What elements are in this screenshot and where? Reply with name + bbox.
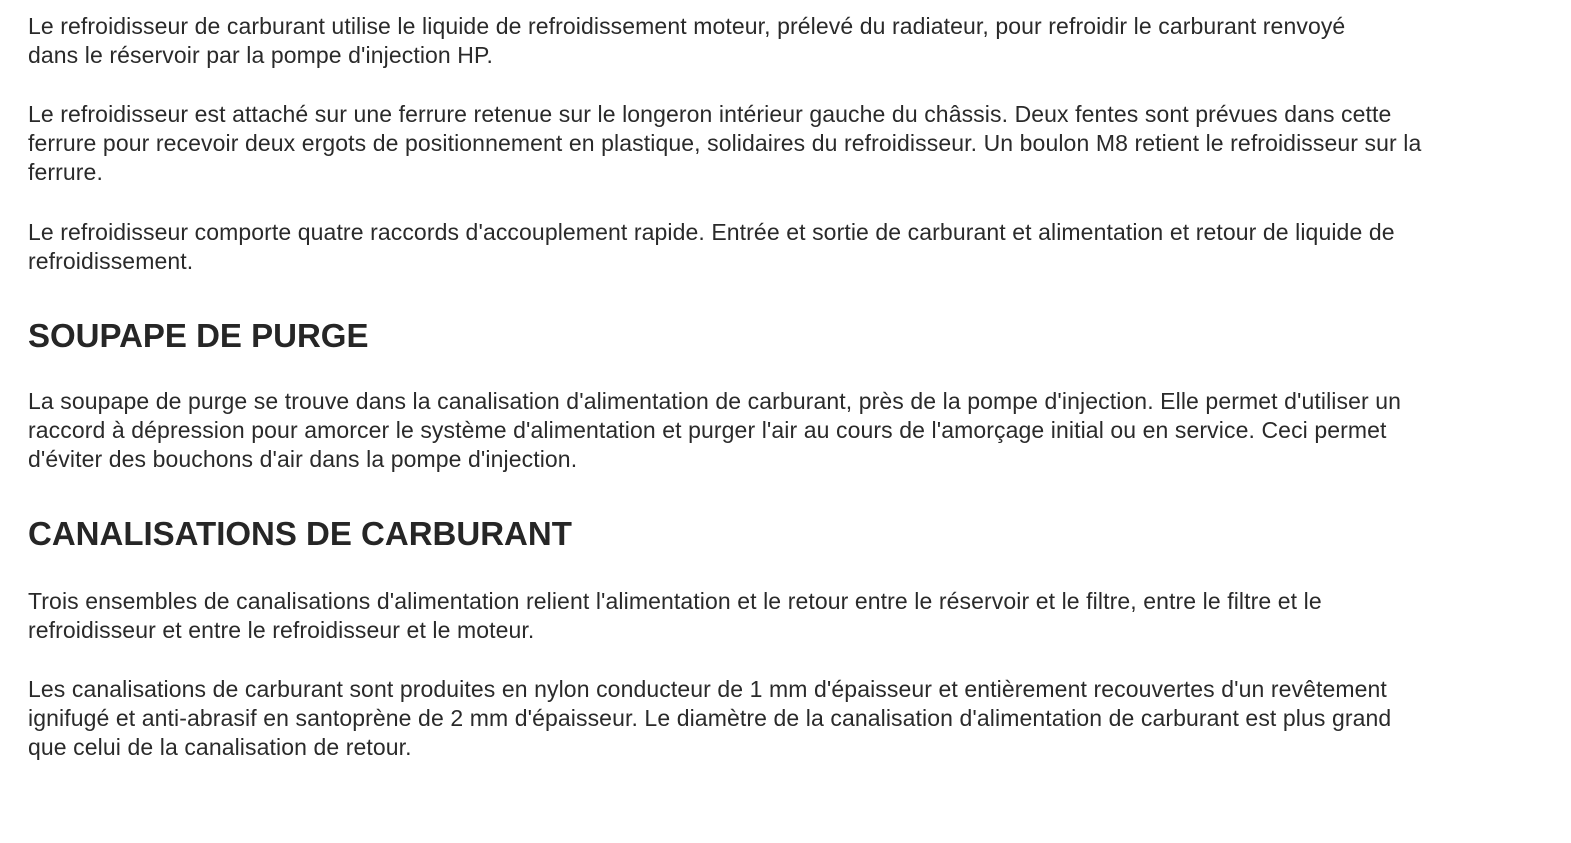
document-page	[28, 12, 1468, 762]
intro-paragraph-1: Le refroidisseur de carburant utilise le liquide de refroidissement moteur, prélevé du radiateur, pour refroidir le carburant renvoyé dans le réservoir par la pompe d'injection HP.	[28, 13, 1346, 68]
section-heading-canalisations-de-carburant: CANALISATIONS DE CARBURANT	[28, 515, 572, 552]
section-paragraph-canalisations-2: Les canalisations de carburant sont produites en nylon conducteur de 1 mm d'épaisseur et entièrement recouvertes d'un revêtement ignifugé et anti-abrasif en santoprène de 2 mm d'épaisseur. Le diamètre de la canalisation d'alimentation de carburant est plus grand que celui de la canalisation de retour.	[28, 676, 1392, 760]
section-paragraph-canalisations-1: Trois ensembles de canalisations d'alimentation relient l'alimentation et le retour entre le réservoir et le filtre, entre le filtre et le refroidisseur et entre le refroidisseur et le moteur.	[28, 588, 1322, 643]
section-paragraph-soupape-de-purge: La soupape de purge se trouve dans la canalisation d'alimentation de carburant, près de la pompe d'injection. Elle permet d'utiliser un raccord à dépression pour amorcer le système d'alimentation et purger l'air au cours de l'amorçage initial ou en service. Ceci permet d'éviter des bouchons d'air dans la pompe d'injection.	[28, 388, 1402, 472]
intro-paragraph-3: Le refroidisseur comporte quatre raccords d'accouplement rapide. Entrée et sortie de carburant et alimentation et retour de liquide de refroidissement.	[28, 219, 1395, 274]
section-heading-soupape-de-purge: SOUPAPE DE PURGE	[28, 317, 369, 354]
intro-paragraph-2: Le refroidisseur est attaché sur une ferrure retenue sur le longeron intérieur gauche du châssis. Deux fentes sont prévues dans cette ferrure pour recevoir deux ergots de positionnement en plastique, solidaires du refroidisseur. Un boulon M8 retient le refroidisseur sur la ferrure.	[28, 101, 1422, 185]
